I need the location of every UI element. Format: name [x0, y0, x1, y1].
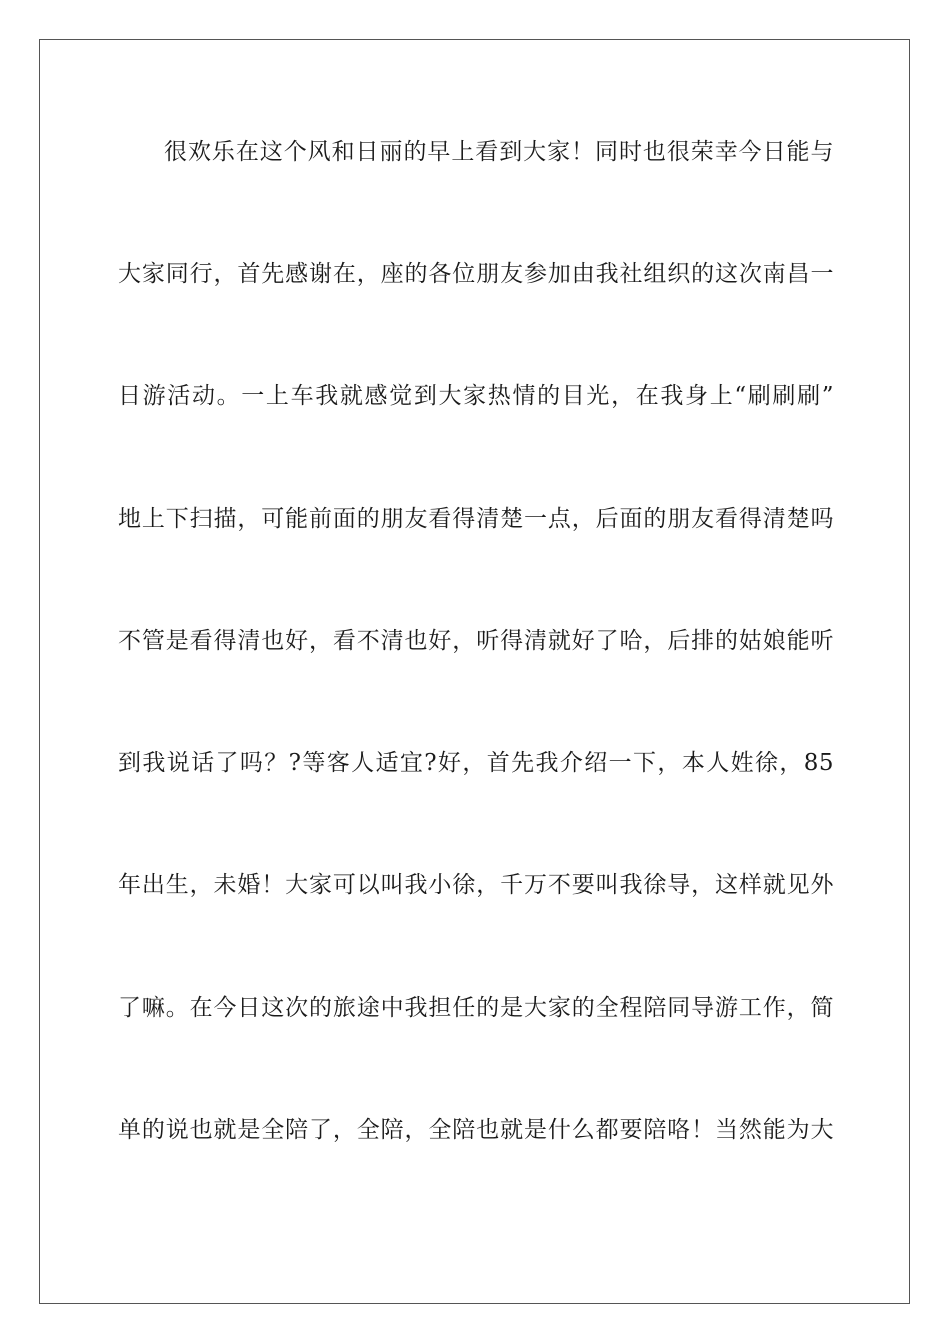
paragraph-line-1: 很欢乐在这个风和日丽的早上看到大家！同时也很荣幸今日能与	[164, 139, 834, 165]
paragraph-line-7: 年出生，未婚！大家可以叫我小徐，千万不要叫我徐导，这样就见外	[118, 872, 834, 898]
paragraph-line-6: 到我说话了吗？?等客人适宜?好，首先我介绍一下，本人姓徐，85	[118, 750, 834, 776]
paragraph-line-9: 单的说也就是全陪了，全陪，全陪也就是什么都要陪咯！当然能为大	[118, 1117, 834, 1143]
paragraph-line-8: 了嘛。在今日这次的旅途中我担任的是大家的全程陪同导游工作，简	[118, 995, 834, 1021]
paragraph-line-5: 不管是看得清也好，看不清也好，听得清就好了哈，后排的姑娘能听	[118, 628, 834, 654]
paragraph-line-2: 大家同行，首先感谢在，座的各位朋友参加由我社组织的这次南昌一	[118, 261, 834, 287]
paragraph-line-3: 日游活动。一上车我就感觉到大家热情的目光，在我身上“刷刷刷”	[118, 383, 834, 409]
paragraph-line-4: 地上下扫描，可能前面的朋友看得清楚一点，后面的朋友看得清楚吗	[118, 506, 834, 532]
